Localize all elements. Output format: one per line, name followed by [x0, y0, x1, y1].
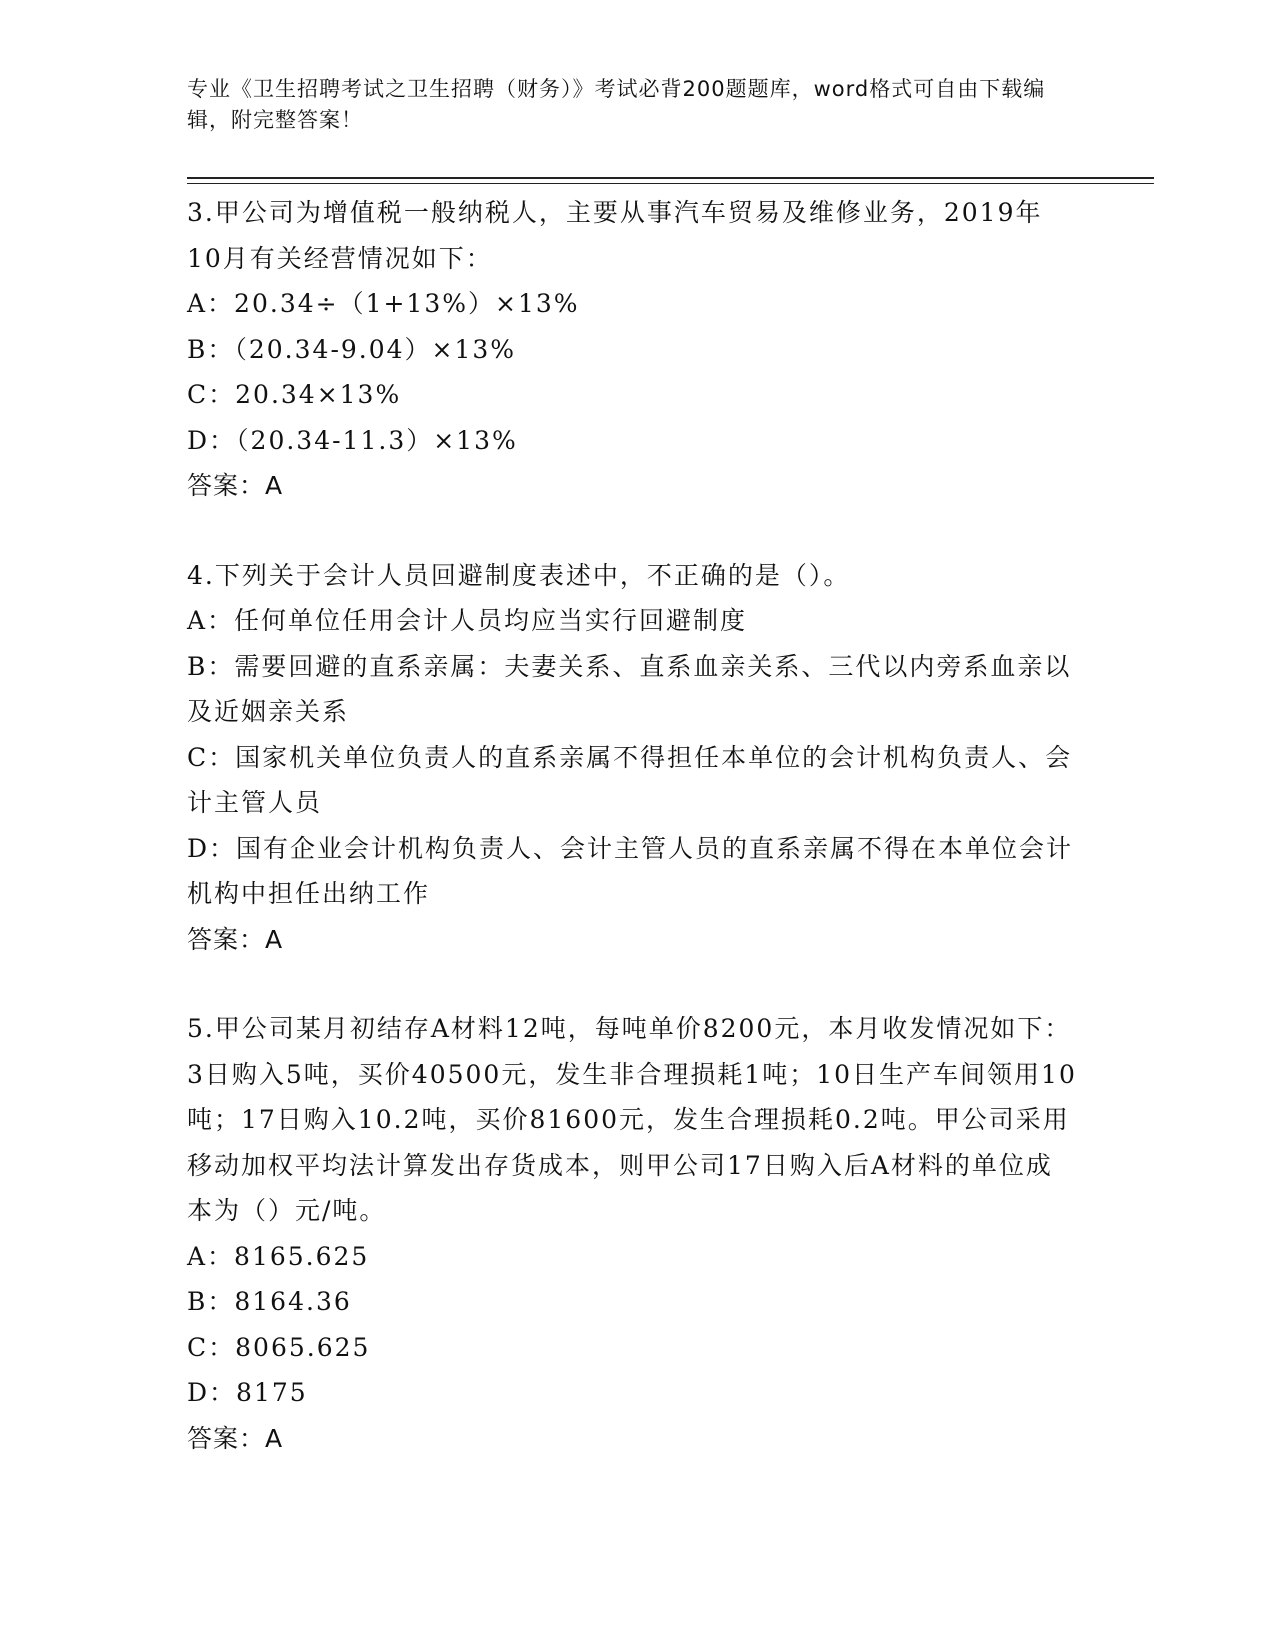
question-spacer [187, 962, 1077, 1006]
option-c: C：8065.625 [187, 1332, 371, 1362]
option-d: D：国有企业会计机构负责人、会计主管人员的直系亲属不得在本单位会计机构中担任出纳工作 [187, 833, 1074, 908]
question-text: 3.甲公司为增值税一般纳税人，主要从事汽车贸易及维修业务，2019年10月有关经营情况如下： [187, 198, 1043, 273]
option-c: C：国家机关单位负责人的直系亲属不得担任本单位的会计机构负责人、会计主管人员 [187, 742, 1073, 817]
answer-label: 答案：A [187, 924, 284, 954]
option-a: A：8165.625 [187, 1241, 370, 1271]
option-d: D：8175 [187, 1378, 308, 1407]
header-divider-thin [187, 183, 1154, 184]
question-spacer [187, 509, 1077, 553]
option-c: C：20.34×13% [187, 380, 402, 409]
option-b: B：需要回避的直系亲属：夫妻关系、直系血亲关系、三代以内旁系血亲以及近姻亲关系 [187, 651, 1072, 726]
option-a: A：20.34÷（1+13%）×13% [187, 289, 580, 318]
option-a: A：任何单位任用会计人员均应当实行回避制度 [187, 606, 748, 635]
question-5 [187, 1006, 1077, 1461]
answer-label: 答案：A [187, 1423, 284, 1453]
answer-label: 答案：A [187, 471, 284, 500]
option-d: D：（20.34-11.3）×13% [187, 425, 518, 455]
question-text: 4.下列关于会计人员回避制度表述中，不正确的是（）。 [187, 560, 851, 590]
question-list [187, 190, 1077, 1461]
question-3 [187, 190, 1077, 509]
question-4 [187, 553, 1077, 963]
question-text: 5.甲公司某月初结存A材料12吨，每吨单价8200元，本月收发情况如下：3日购入5吨，买价40500元，发生非合理损耗1吨；10日生产车间领用10吨；17日购入10.2吨，买价81600元，发生合理损耗0.2吨。甲公司采用移动加权平均法计算发出存货成本，则甲公司17日购入后A材料的单位成本为（）元/吨。 [187, 1014, 1077, 1225]
header-divider-thick [187, 177, 1154, 179]
option-b: B：（20.34-9.04）×13% [187, 334, 517, 364]
document-header: 专业《卫生招聘考试之卫生招聘（财务）》考试必背200题题库，word格式可自由下载编辑，附完整答案！ [187, 77, 1046, 132]
option-b: B：8164.36 [187, 1287, 352, 1316]
